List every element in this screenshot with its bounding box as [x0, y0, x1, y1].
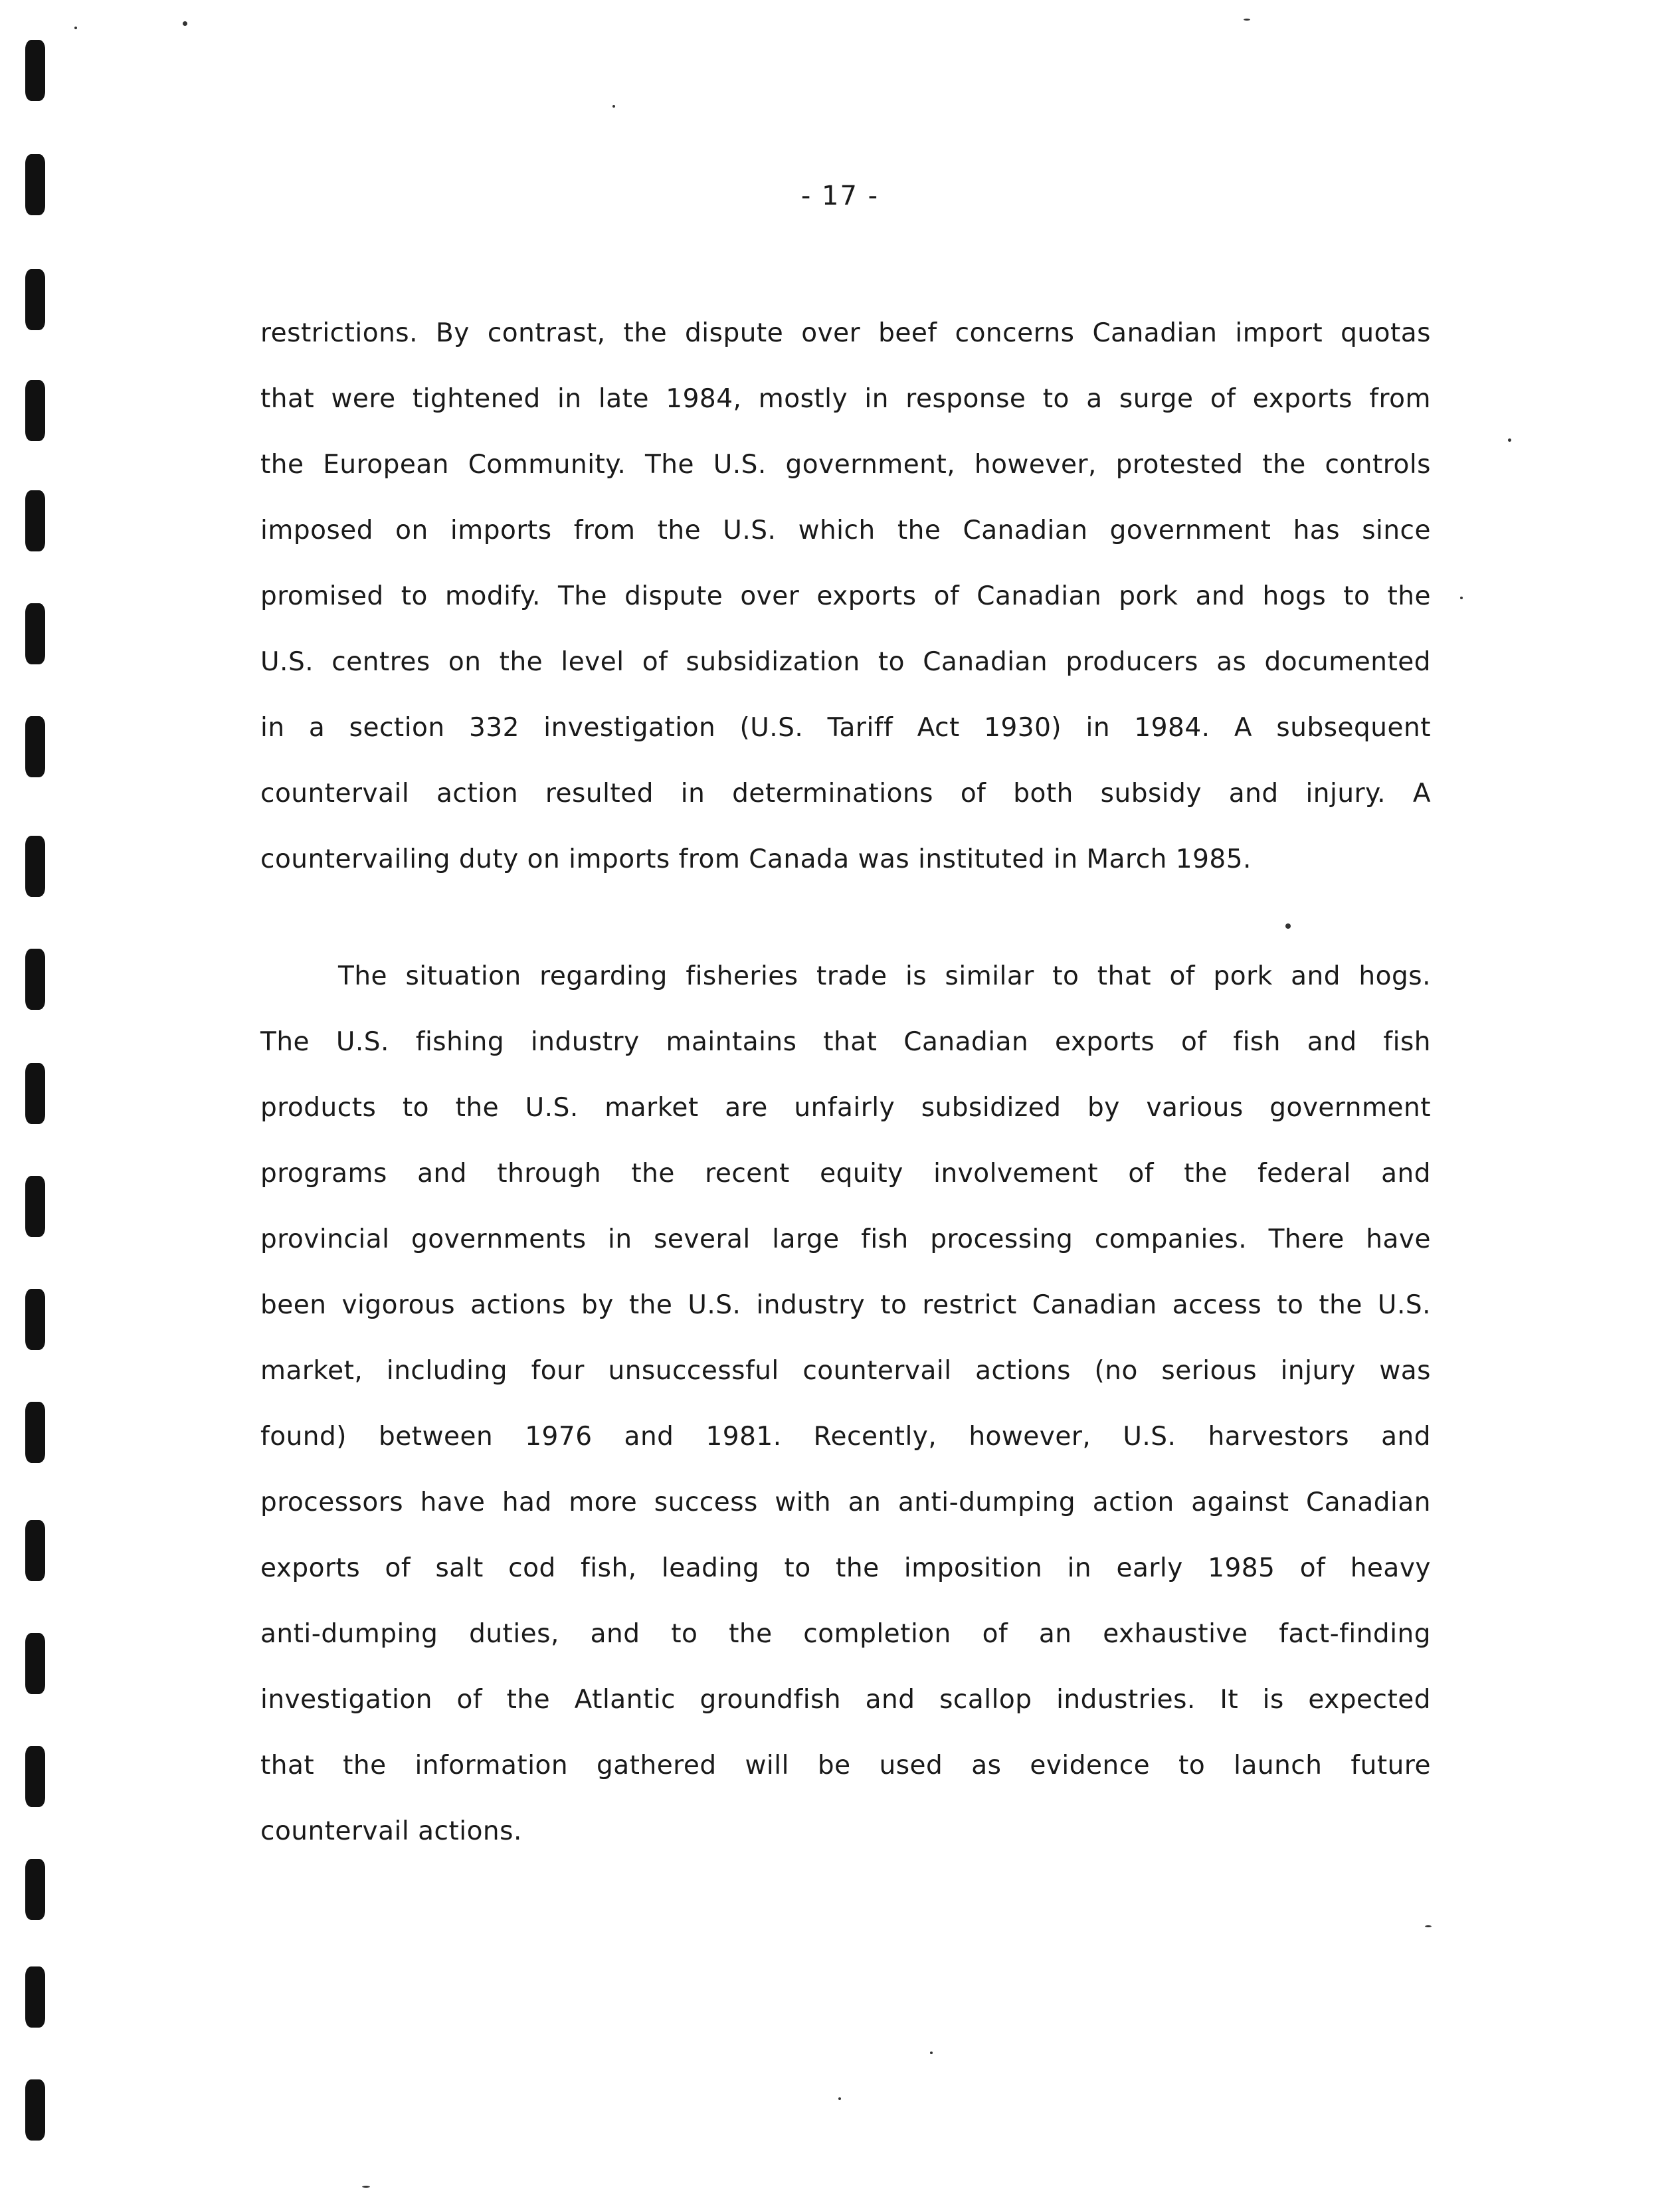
scan-speck [1460, 597, 1463, 599]
text-line: provincial governments in several large fish processing companies. There have [260, 1224, 1431, 1254]
text-line: The U.S. fishing industry maintains that Canadian exports of fish and fish [260, 1027, 1431, 1057]
scan-speck [838, 2097, 841, 2100]
text-line: the European Community. The U.S. government, however, protested the controls [260, 450, 1431, 480]
binding-hole [25, 1176, 45, 1237]
text-line: programs and through the recent equity involvement of the federal and [260, 1159, 1431, 1189]
binding-hole [25, 490, 45, 551]
binding-hole [25, 1402, 45, 1463]
text-line: imposed on imports from the U.S. which the Canadian government has since [260, 516, 1431, 545]
binding-hole [25, 1520, 45, 1581]
binding-hole [25, 1746, 45, 1807]
binding-hole [25, 1063, 45, 1124]
text-line: in a section 332 investigation (U.S. Tariff Act 1930) in 1984. A subsequent [260, 713, 1431, 743]
text-line: products to the U.S. market are unfairly subsidized by various government [260, 1093, 1431, 1123]
scan-speck [362, 2186, 370, 2188]
binding-holes [25, 0, 52, 2201]
binding-hole [25, 603, 45, 664]
text-line: promised to modify. The dispute over exports of Canadian pork and hogs to the [260, 581, 1431, 611]
text-line: that the information gathered will be used as evidence to launch future [260, 1751, 1431, 1780]
text-line: countervail action resulted in determinations of both subsidy and injury. A [260, 779, 1431, 809]
scan-speck [1425, 1925, 1432, 1927]
paragraph-fisheries [260, 943, 1431, 1864]
text-line: found) between 1976 and 1981. Recently, however, U.S. harvestors and [260, 1422, 1431, 1452]
text-line: market, including four unsuccessful countervail actions (no serious injury was [260, 1356, 1431, 1386]
binding-hole [25, 380, 45, 441]
scan-speck [1508, 438, 1511, 442]
binding-hole [25, 836, 45, 897]
text-line: processors have had more success with an anti-dumping action against Canadian [260, 1487, 1431, 1517]
scan-speck [74, 27, 77, 29]
text-line: anti-dumping duties, and to the completion of an exhaustive fact-finding [260, 1619, 1431, 1649]
scan-speck [930, 2052, 933, 2054]
binding-hole [25, 716, 45, 777]
binding-hole [25, 1859, 45, 1920]
paragraph-restrictions [260, 300, 1431, 892]
text-line: exports of salt cod fish, leading to the imposition in early 1985 of heavy [260, 1553, 1431, 1583]
text-line: investigation of the Atlantic groundfish and scallop industries. It is expected [260, 1685, 1431, 1715]
text-line: countervail actions. [260, 1816, 522, 1846]
binding-hole [25, 1966, 45, 2028]
scan-speck [183, 21, 187, 26]
text-line: The situation regarding fisheries trade is similar to that of pork and hogs. [338, 961, 1431, 991]
binding-hole [25, 1633, 45, 1694]
binding-hole [25, 269, 45, 330]
scan-speck [1244, 19, 1250, 21]
text-line: U.S. centres on the level of subsidization to Canadian producers as documented [260, 647, 1431, 677]
scan-speck [612, 105, 615, 108]
text-line: that were tightened in late 1984, mostly in response to a surge of exports from [260, 384, 1431, 414]
scan-speck [1285, 923, 1291, 929]
page-number: - 17 - [800, 181, 880, 211]
binding-hole [25, 40, 45, 101]
text-line: been vigorous actions by the U.S. industry to restrict Canadian access to the U.S. [260, 1290, 1431, 1320]
binding-hole [25, 2079, 45, 2141]
binding-hole [25, 949, 45, 1010]
text-line: countervailing duty on imports from Canada was instituted in March 1985. [260, 844, 1252, 874]
text-line: restrictions. By contrast, the dispute over beef concerns Canadian import quotas [260, 318, 1431, 348]
binding-hole [25, 1289, 45, 1350]
